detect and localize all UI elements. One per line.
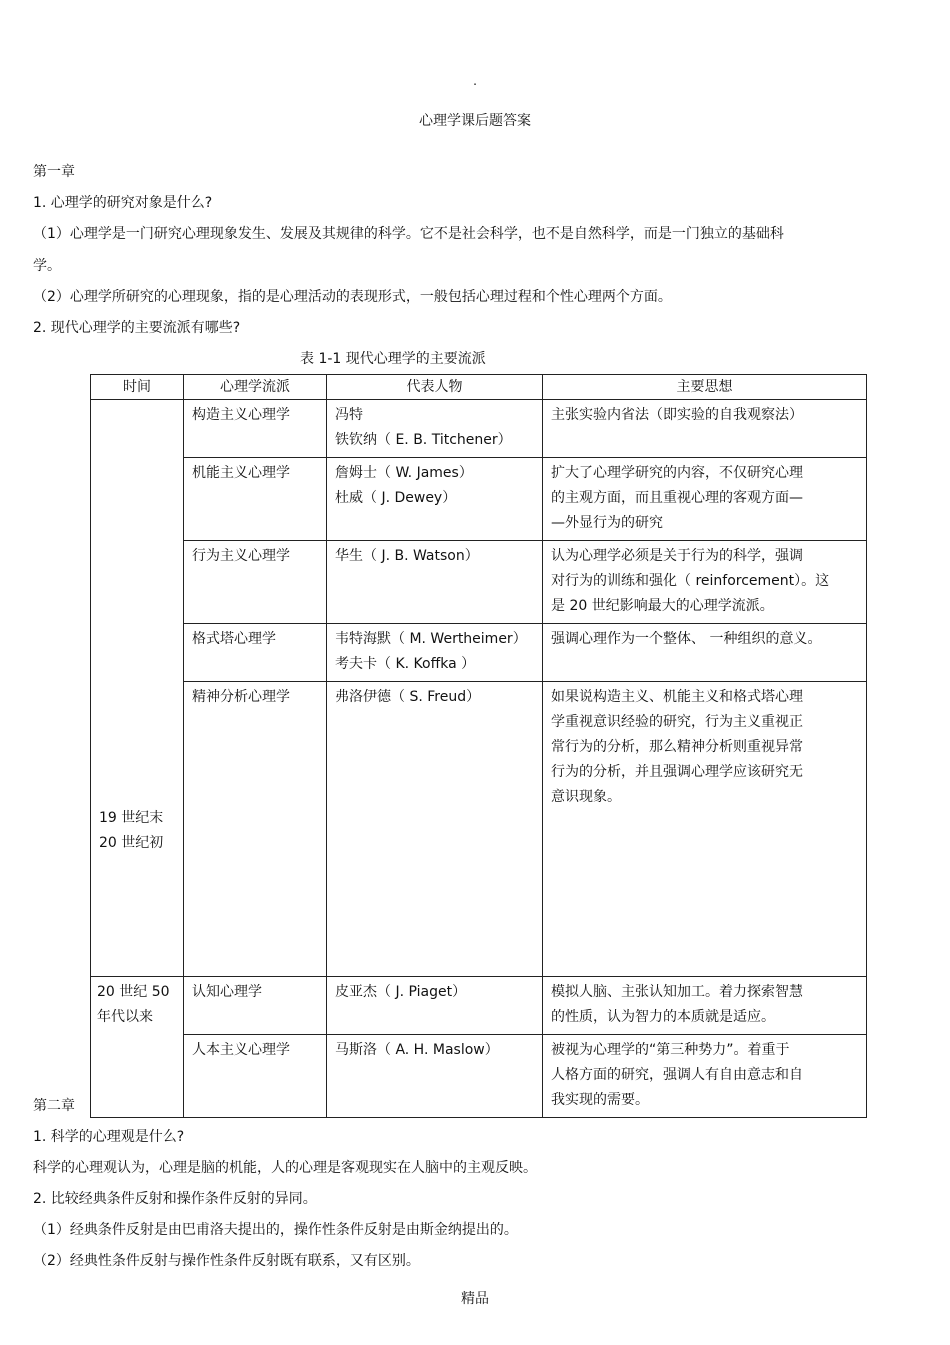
chapter1-question-1: 1. 心理学的研究对象是什么? — [33, 195, 213, 211]
era-cell-2 — [91, 977, 184, 1118]
table-row — [91, 541, 867, 624]
page-footer: 精品 — [461, 1291, 489, 1307]
idea-line: 的主观方面，而且重视心理的客观方面— — [551, 490, 803, 506]
era-cell-1 — [91, 400, 184, 977]
era-1-line: 20 世纪初 — [99, 835, 164, 851]
idea-line: 我实现的需要。 — [551, 1092, 649, 1108]
person-name: 皮亚杰（ J. Piaget） — [335, 984, 467, 1000]
table-row — [91, 977, 867, 1035]
idea-line: 扩大了心理学研究的内容，不仅研究心理 — [551, 465, 803, 481]
school-name: 机能主义心理学 — [192, 465, 290, 481]
table-caption: 表 1-1 现代心理学的主要流派 — [300, 351, 486, 367]
school-name: 构造主义心理学 — [192, 407, 290, 423]
table-row — [91, 1035, 867, 1118]
table-row — [91, 682, 867, 977]
chapter2-answer-1: 科学的心理观认为，心理是脑的机能，人的心理是客观现实在人脑中的主观反映。 — [33, 1160, 537, 1176]
idea-line: 如果说构造主义、机能主义和格式塔心理 — [551, 689, 803, 705]
chapter2-heading: 第二章 — [33, 1098, 75, 1114]
schools-table — [90, 374, 867, 1118]
person-name: 马斯洛（ A. H. Maslow） — [335, 1042, 499, 1058]
idea-line: —外显行为的研究 — [551, 515, 663, 531]
idea-line: 人格方面的研究，强调人有自由意志和自 — [551, 1067, 803, 1083]
idea-line: 模拟人脑、主张认知加工。着力探索智慧 — [551, 984, 803, 1000]
table-header-row — [91, 375, 867, 400]
idea-line: 认为心理学必须是关于行为的科学，强调 — [551, 548, 803, 564]
header-ideas: 主要思想 — [543, 375, 867, 400]
school-name: 认知心理学 — [192, 984, 262, 1000]
school-name: 精神分析心理学 — [192, 689, 290, 705]
idea-line: 是 20 世纪影响最大的心理学流派。 — [551, 598, 774, 614]
era-2-line: 年代以来 — [97, 1009, 153, 1025]
idea-line: 行为的分析，并且强调心理学应该研究无 — [551, 764, 803, 780]
chapter1-answer-1-1-line2: 学。 — [33, 258, 61, 274]
person-name: 考夫卡（ K. Koffka ） — [335, 656, 476, 672]
header-time: 时间 — [91, 375, 184, 400]
chapter1-heading: 第一章 — [33, 164, 75, 180]
table-row — [91, 624, 867, 682]
header-mark: . — [473, 74, 477, 88]
person-name: 冯特 — [335, 407, 363, 423]
chapter2-question-1: 1. 科学的心理观是什么? — [33, 1129, 185, 1145]
header-school: 心理学流派 — [184, 375, 327, 400]
chapter2-answer-2-1: （1）经典条件反射是由巴甫洛夫提出的，操作性条件反射是由斯金纳提出的。 — [33, 1222, 518, 1238]
chapter2-question-2: 2. 比较经典条件反射和操作条件反射的异同。 — [33, 1191, 317, 1207]
idea-line: 意识现象。 — [551, 789, 621, 805]
idea-line: 常行为的分析，那么精神分析则重视异常 — [551, 739, 803, 755]
idea-line: 对行为的训练和强化（ reinforcement）。这 — [551, 573, 830, 589]
idea-line: 强调心理作为一个整体、 一种组织的意义。 — [551, 631, 822, 647]
table-row — [91, 458, 867, 541]
school-name: 格式塔心理学 — [192, 631, 276, 647]
chapter1-answer-1-2: （2）心理学所研究的心理现象，指的是心理活动的表现形式，一般包括心理过程和个性心理两个方面。 — [33, 289, 672, 305]
person-name: 韦特海默（ M. Wertheimer） — [335, 631, 527, 647]
school-name: 行为主义心理学 — [192, 548, 290, 564]
person-name: 詹姆士（ W. James） — [335, 465, 473, 481]
person-name: 铁钦纳（ E. B. Titchener） — [335, 432, 512, 448]
page-title: 心理学课后题答案 — [419, 113, 531, 129]
idea-line: 的性质，认为智力的本质就是适应。 — [551, 1009, 775, 1025]
person-name: 华生（ J. B. Watson） — [335, 548, 479, 564]
idea-line: 被视为心理学的“第三种势力”。着重于 — [551, 1042, 790, 1058]
chapter2-answer-2-2: （2）经典性条件反射与操作性条件反射既有联系，又有区别。 — [33, 1253, 420, 1269]
era-1-line: 19 世纪末 — [99, 810, 164, 826]
chapter1-answer-1-1-line1: （1）心理学是一门研究心理现象发生、发展及其规律的科学。它不是社会科学，也不是自然科学，而是一门独立的基础科 — [33, 226, 784, 242]
person-name: 弗洛伊德（ S. Freud） — [335, 689, 481, 705]
idea-line: 主张实验内省法（即实验的自我观察法） — [551, 407, 803, 423]
school-name: 人本主义心理学 — [192, 1042, 290, 1058]
idea-line: 学重视意识经验的研究，行为主义重视正 — [551, 714, 803, 730]
person-name: 杜威（ J. Dewey） — [335, 490, 457, 506]
table-row — [91, 400, 867, 458]
era-2-line: 20 世纪 50 — [97, 984, 170, 1000]
header-people: 代表人物 — [327, 375, 543, 400]
chapter1-question-2: 2. 现代心理学的主要流派有哪些? — [33, 320, 241, 336]
